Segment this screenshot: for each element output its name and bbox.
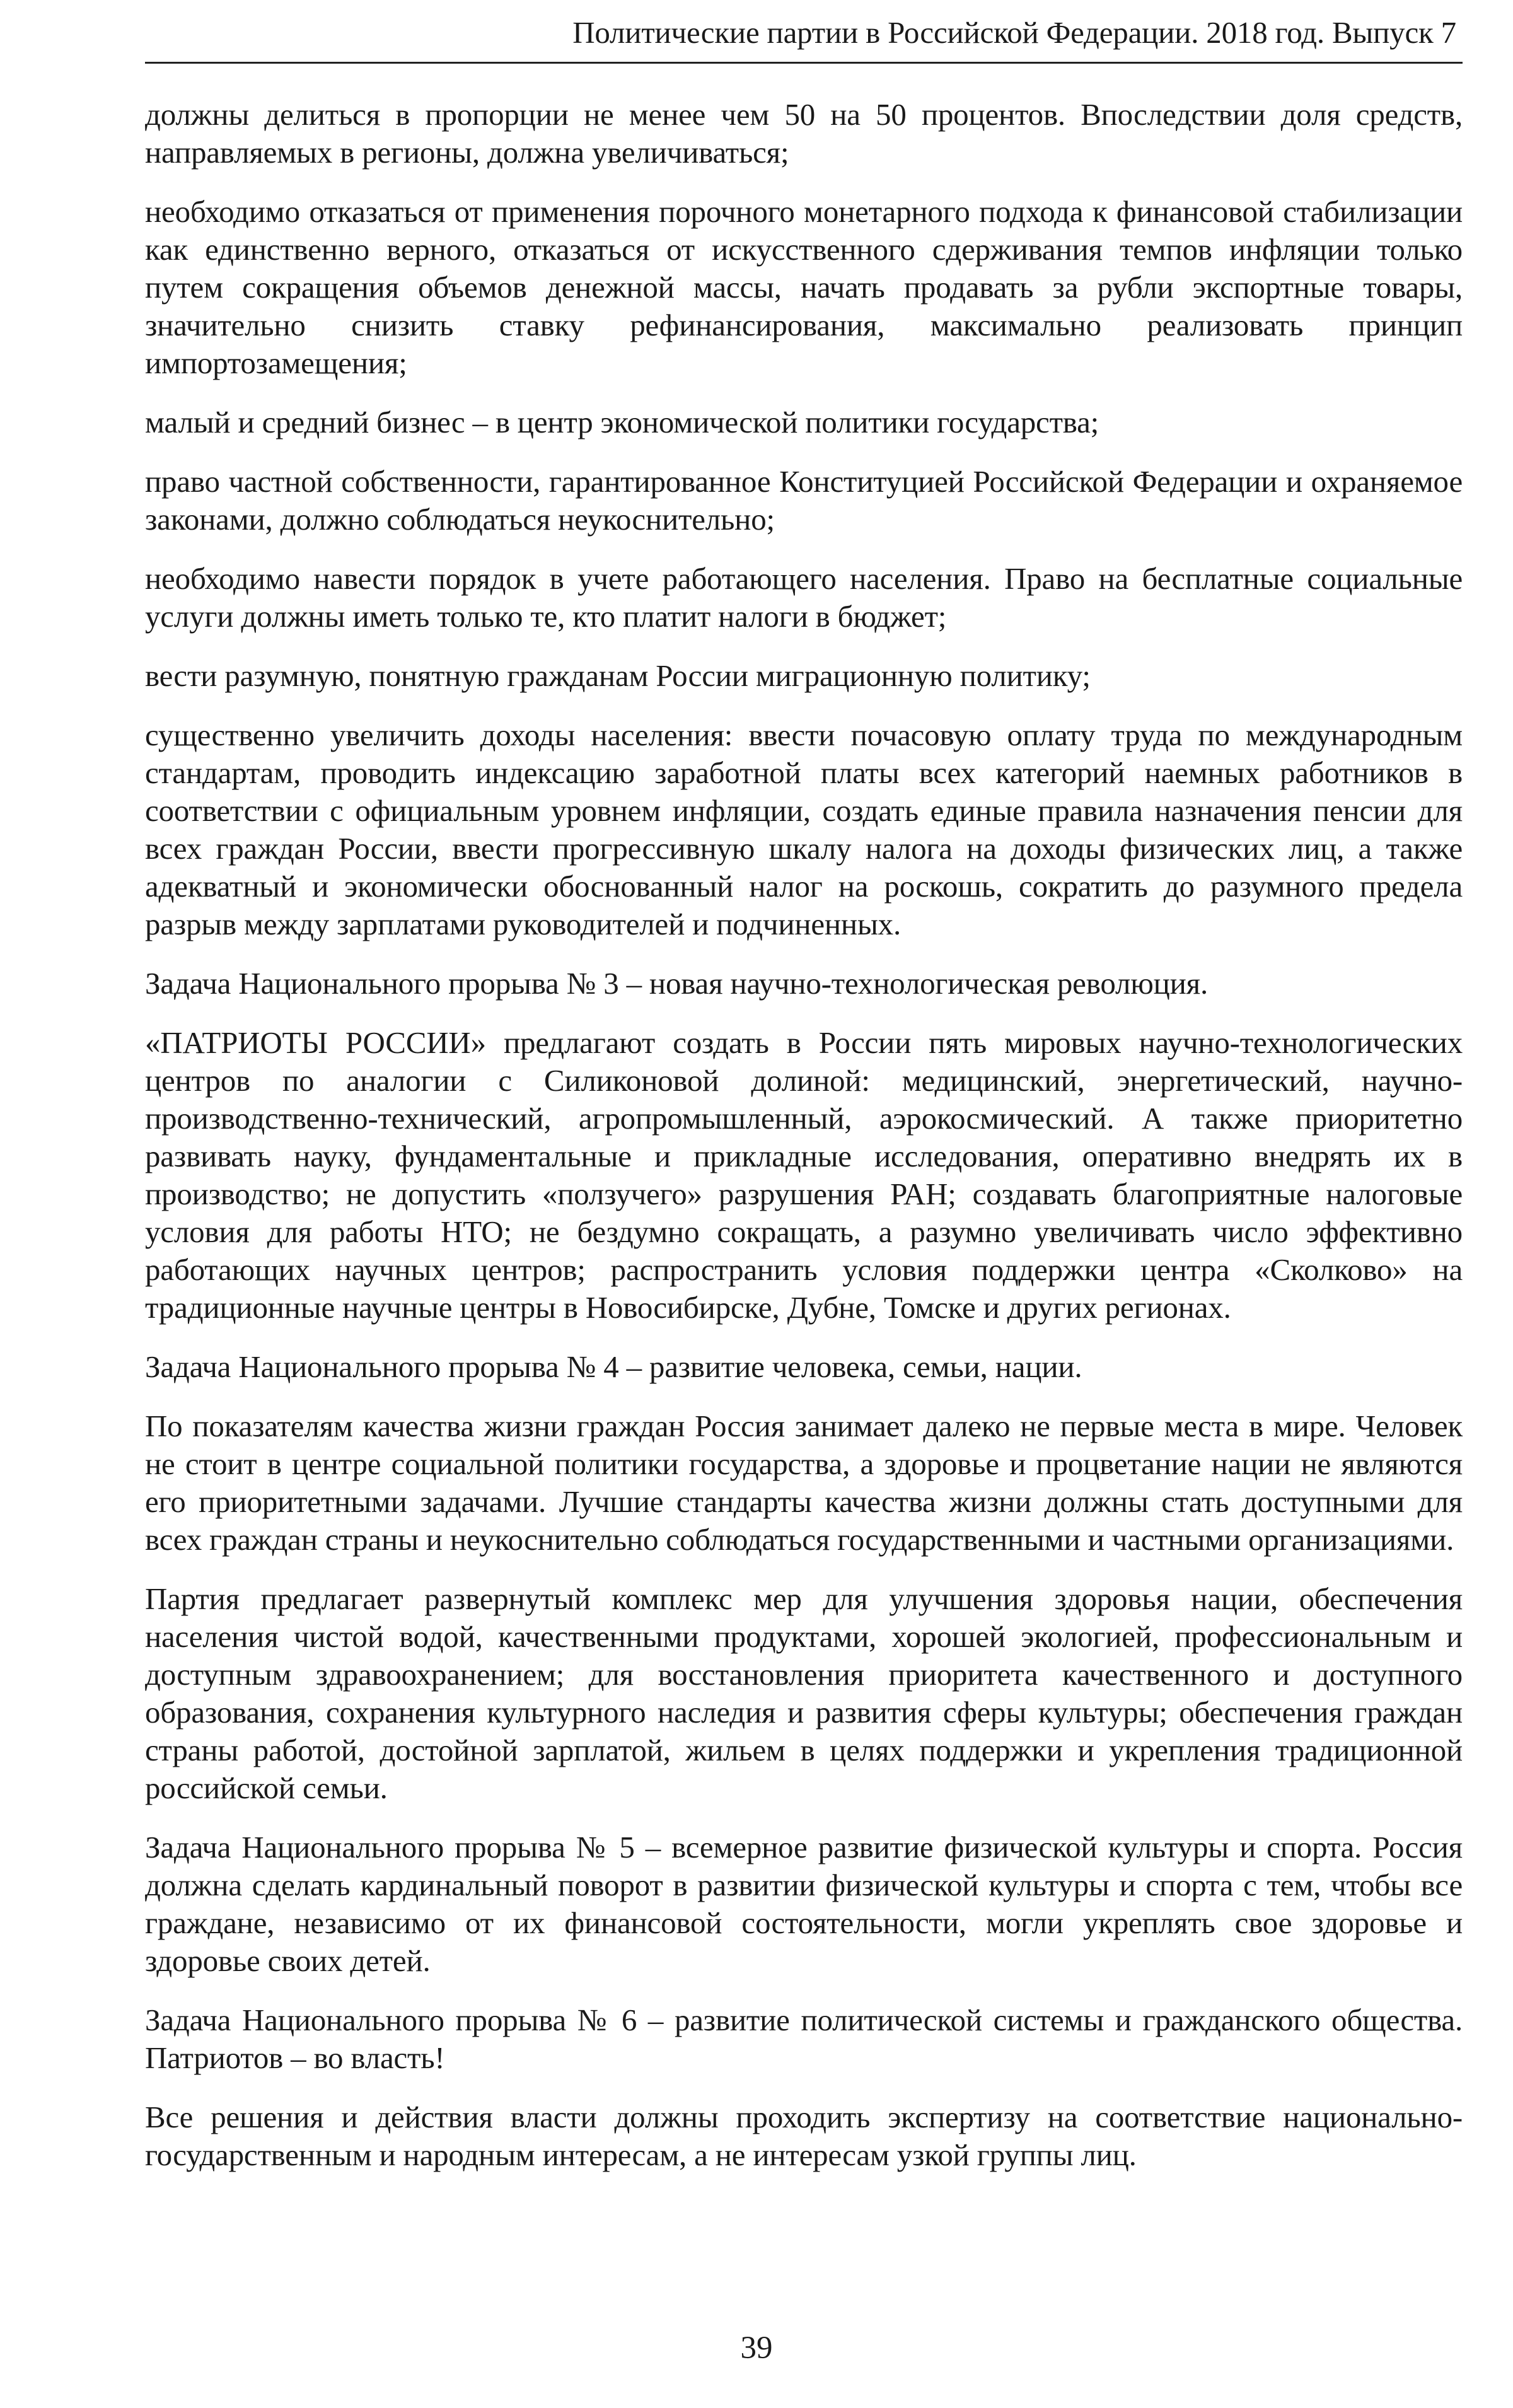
paragraph-working-population: необходимо навести порядок в учете работающего населения. Право на бесплатные социальные услуги должны иметь только те, кто платит налоги в бюджет;	[145, 561, 1463, 634]
main-text	[145, 96, 1463, 2196]
paragraph-party-measures: Партия предлагает развернутый комплекс мер для улучшения здоровья нации, обеспечения населения чистой водой, качественными продуктами, хорошей экологией, профессиональным и доступным здравоохранением; для восстановления приоритета качественного и доступного образования, сохранения культурного наследия и развития сферы культуры; обеспечения граждан страны работой, достойной зарплатой, жильем в целях поддержки и укрепления традиционной российской семьи.	[145, 1581, 1463, 1805]
header-rule	[145, 62, 1463, 64]
paragraph-migration-policy: вести разумную, понятную гражданам России миграционную политику;	[145, 658, 1091, 693]
paragraph-population-income: существенно увеличить доходы населения: ввести почасовую оплату труда по международным стандартам, проводить индексацию заработной платы всех категорий наемных работников в соответствии с официальным уровнем инфляции, создать единые правила назначения пенсии для всех граждан России, ввести прогрессивную шкалу налога на доходы физических лиц, а также адекватный и экономически обоснованный налог на роскошь, сократить до разумного предела разрыв между зарплатами руководителей и подчиненных.	[145, 718, 1463, 941]
paragraph-private-property: право частной собственности, гарантированное Конституцией Российской Федерации и охраняемое законами, должно соблюдаться неукоснительно;	[145, 464, 1463, 537]
paragraph-task-5-sport: Задача Национального прорыва № 5 – всемерное развитие физической культуры и спорта. Россия должна сделать кардинальный поворот в развитии физической культуры и спорта с тем, чтобы все граждане, независимо от их финансовой состоятельности, могли укреплять свое здоровье и здоровье своих детей.	[145, 1830, 1463, 1978]
paragraph-small-business: малый и средний бизнес – в центр экономической политики государства;	[145, 405, 1099, 439]
paragraph-task-4-heading: Задача Национального прорыва № 4 – развитие человека, семьи, нации.	[145, 1349, 1082, 1384]
paragraph-quality-of-life: По показателям качества жизни граждан Россия занимает далеко не первые места в мире. Человек не стоит в центре социальной политики государства, а здоровье и процветание нации не являются его приоритетными задачами. Лучшие стандарты качества жизни должны стать доступными для всех граждан страны и неукоснительно соблюдаться государственными и частными организациями.	[145, 1409, 1463, 1557]
paragraph-science-centers: «ПАТРИОТЫ РОССИИ» предлагают создать в России пять мировых научно-технологических центров по аналогии с Силиконовой долиной: медицинский, энергетический, научно-производственно-технический, агропромышленный, аэрокосмический. А также приоритетно развивать науку, фундаментальные и прикладные исследования, оперативно внедрять их в производство; не допустить «ползучего» разрушения РАН; создавать благоприятные налоговые условия для работы НТО; не бездумно сокращать, а разумно увеличивать число эффективно работающих научных центров; распространить условия поддержки центра «Сколково» на традиционные научные центры в Новосибирске, Дубне, Томске и других регионах.	[145, 1025, 1463, 1325]
paragraph-monetary-policy: необходимо отказаться от применения порочного монетарного подхода к финансовой стабилизации как единственно верного, отказаться от искусственного сдерживания темпов инфляции только путем сокращения объемов денежной массы, начать продавать за рубли экспортные товары, значительно снизить ставку рефинансирования, максимально реализовать принцип импортозамещения;	[145, 194, 1463, 380]
paragraph-task-3-heading: Задача Национального прорыва № 3 – новая научно-технологическая революция.	[145, 966, 1209, 1001]
running-header: Политические партии в Российской Федерации. 2018 год. Выпуск 7	[572, 15, 1456, 50]
page-number: 39	[740, 2330, 773, 2366]
paragraph-task-6-politics: Задача Национального прорыва № 6 – развитие политической системы и гражданского общества. Патриотов – во власть!	[145, 2003, 1463, 2075]
paragraph-regions-share: должны делиться в пропорции не менее чем 50 на 50 процентов. Впоследствии доля средств, направляемых в регионы, должна увеличиваться;	[145, 97, 1463, 170]
paragraph-expertise: Все решения и действия власти должны проходить экспертизу на соответствие национально-государственным и народным интересам, а не интересам узкой группы лиц.	[145, 2100, 1463, 2172]
